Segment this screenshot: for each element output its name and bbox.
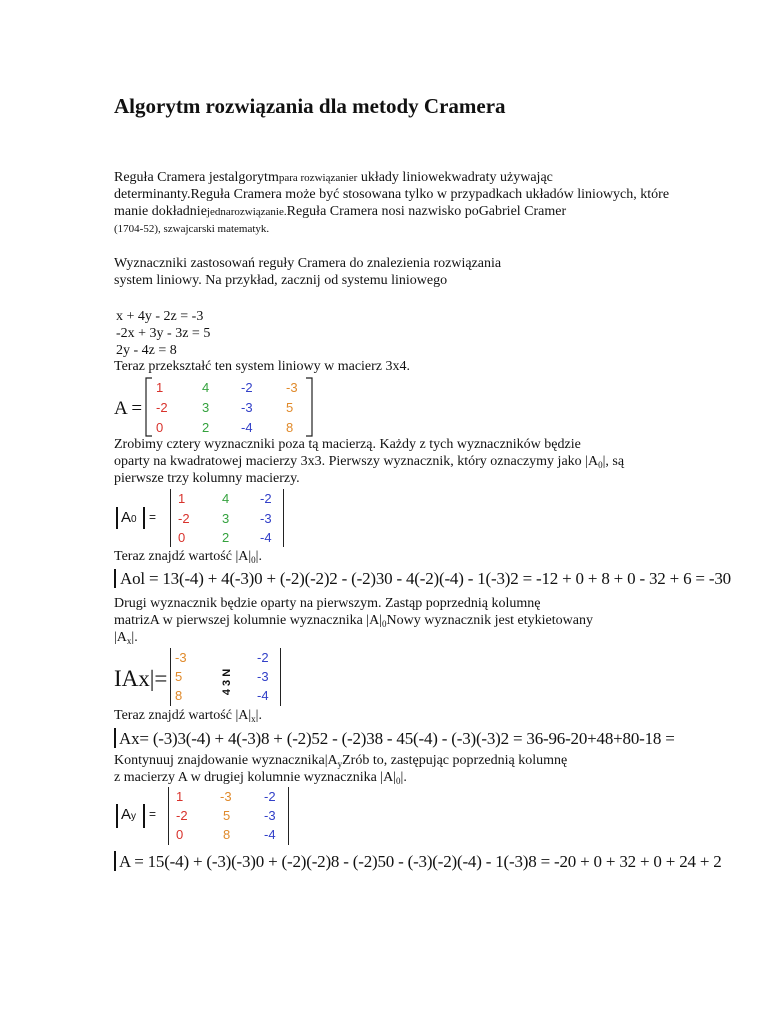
calc-ax-text: Ax= (-3)3(-4) + 4(-3)8 + (-2)52 - (-2)38 - 45(-4) - (-3)(-3)2 = 36-96-20+48+80-18 = xyxy=(119,729,675,748)
para4-text: matrizA w pierwszej kolumnie wyznacznika |A| xyxy=(114,613,383,628)
para4-line-2 xyxy=(114,613,593,632)
det-label: A xyxy=(121,806,132,823)
intro-link-text: para rozwiązanier xyxy=(278,172,358,184)
system-eq-3: 2y - 4z = 8 xyxy=(116,343,181,359)
intro-text: Reguła Cramera jestalgorytm xyxy=(114,170,279,185)
system-eq-1: x + 4y - 2z = -3 xyxy=(116,309,207,325)
matrix-a-cell: 4 xyxy=(202,380,210,395)
matrix-a-cell: -2 xyxy=(241,380,253,395)
det-bar xyxy=(114,851,116,871)
matrix-a-cell: -4 xyxy=(241,420,253,435)
subscript: y xyxy=(131,811,137,822)
det-label: A xyxy=(121,509,132,526)
intro-text: układy liniowekwadraty używając xyxy=(357,170,553,185)
det-ay-cell: -4 xyxy=(264,827,276,842)
det-a0-cell: -2 xyxy=(260,491,272,506)
subscript: 0 xyxy=(131,514,137,525)
det-bar xyxy=(116,804,118,828)
calc-ay xyxy=(114,851,768,872)
determinant-a0 xyxy=(114,489,289,547)
det-a0-cell: 3 xyxy=(222,511,230,526)
det-ay-cell: -3 xyxy=(220,789,232,804)
subscript: 0 xyxy=(598,460,603,470)
det-eq: = xyxy=(149,807,157,821)
det-ax-cell: 5 xyxy=(175,669,183,684)
para5-text: Kontynuuj znajdowanie wyznacznika|A xyxy=(114,753,338,768)
page-title: Algorytm rozwiązania dla metody Cramera xyxy=(114,94,506,118)
det-bar xyxy=(280,648,281,706)
matrix-a xyxy=(144,377,316,437)
matrix-a-cell: -3 xyxy=(241,400,253,415)
det-ay-label xyxy=(121,806,136,823)
subscript: 0 xyxy=(396,776,401,786)
det-a0-cell: -3 xyxy=(260,511,272,526)
subscript: x xyxy=(251,714,256,724)
para4-text: |. xyxy=(131,630,138,645)
intro-line-1 xyxy=(114,170,553,186)
find-a0-text xyxy=(114,549,262,568)
det-bar xyxy=(283,489,284,547)
find-ax-text xyxy=(114,708,262,727)
intro-text: Reguła Cramera nosi nazwisko poGabriel Cramer xyxy=(286,204,567,219)
matrix-a-cell: 8 xyxy=(286,420,294,435)
det-ax-cell: -2 xyxy=(257,650,269,665)
para5-text: Zrób to, zastępując poprzednią kolumnę xyxy=(342,753,568,768)
subscript: x xyxy=(126,636,132,646)
system-eq-2: -2x + 3y - 3z = 5 xyxy=(116,326,214,342)
calc-a0-text: Aol = 13(-4) + 4(-3)0 + (-2)(-2)2 - (-2)30 - 4(-2)(-4) - 1(-3)2 = -12 + 0 + 8 + 0 - 32 + 6 = -30 xyxy=(120,569,731,588)
para2-line-2: system liniowy. Na przykład, zacznij od systemu liniowego xyxy=(114,273,448,288)
det-bar xyxy=(143,804,145,828)
det-bar xyxy=(143,507,145,529)
det-ay-cell: 5 xyxy=(223,808,231,823)
det-a0-cell: 1 xyxy=(178,491,186,506)
det-a0-cell: 2 xyxy=(222,530,230,545)
det-ax-rotated-text: 4 3 N xyxy=(221,668,234,696)
convert-text: Teraz przekształć ten system liniowy w macierz 3x4. xyxy=(114,359,411,374)
intro-line-2: determinanty.Reguła Cramera może być stosowana tylko w przypadkach układów liniowych, które xyxy=(114,187,670,202)
det-ay-cell: -2 xyxy=(264,789,276,804)
calc-ay-text: A = 15(-4) + (-3)(-3)0 + (-2)(-2)8 - (-2)50 - (-3)(-2)(-4) - 1(-3)8 = -20 + 0 + 32 + 0 + 24 + 2 xyxy=(119,852,722,871)
para5-text: |. xyxy=(400,770,407,785)
det-bar xyxy=(114,569,116,588)
intro-line-4: (1704-52), szwajcarski matematyk. xyxy=(114,223,270,235)
find-text: Teraz znajdź wartość |A| xyxy=(114,549,252,564)
para2-line-1: Wyznaczniki zastosowań reguły Cramera do znalezienia rozwiązania xyxy=(114,256,502,271)
intro-line-3 xyxy=(114,204,566,220)
det-a0-cell: -2 xyxy=(178,511,190,526)
det-a0-cell: 0 xyxy=(178,530,186,545)
para3-line-3: pierwsze trzy kolumny macierzy. xyxy=(114,471,300,486)
det-ay-cell: -2 xyxy=(176,808,188,823)
det-ay-cell: 0 xyxy=(176,827,184,842)
det-ax-cell: -3 xyxy=(175,650,187,665)
find-text: |. xyxy=(255,549,262,564)
det-ax-cell: -4 xyxy=(257,688,269,703)
matrix-a-cell: -2 xyxy=(156,400,168,415)
intro-text: manie dokładnie xyxy=(114,204,207,219)
para3-text: oparty na kwadratowej macierzy 3x3. Pierwszy wyznacznik, który oznaczymy jako |A xyxy=(114,454,599,469)
calc-ax xyxy=(114,728,768,749)
det-bar xyxy=(114,728,116,748)
subscript: 0 xyxy=(251,555,256,565)
det-a0-cell: 4 xyxy=(222,491,230,506)
matrix-a-label: A = xyxy=(114,398,143,419)
find-text: |. xyxy=(255,708,262,723)
subscript: 0 xyxy=(382,619,387,629)
matrix-a-cell: 2 xyxy=(202,420,210,435)
det-a0-label xyxy=(121,509,137,526)
calc-a0 xyxy=(114,569,768,589)
det-ax-cell: 8 xyxy=(175,688,183,703)
det-bar xyxy=(170,489,171,547)
matrix-a-cell: 0 xyxy=(156,420,164,435)
det-bar xyxy=(168,787,169,845)
matrix-a-cell: 5 xyxy=(286,400,294,415)
para3-line-1: Zrobimy cztery wyznaczniki poza tą macierzą. Każdy z tych wyznaczników będzie xyxy=(114,437,581,452)
det-bar xyxy=(116,507,118,529)
para4-text: |A xyxy=(114,630,127,645)
det-bar xyxy=(170,648,171,706)
intro-link-text: jednarozwiązanie. xyxy=(206,206,287,218)
det-a0-cell: -4 xyxy=(260,530,272,545)
matrix-a-cell: 1 xyxy=(156,380,164,395)
determinant-ay xyxy=(114,787,292,845)
det-ay-cell: 8 xyxy=(223,827,231,842)
det-bar xyxy=(288,787,289,845)
det-ax-cell: -3 xyxy=(257,669,269,684)
find-text: Teraz znajdź wartość |A| xyxy=(114,708,252,723)
det-ay-cell: -3 xyxy=(264,808,276,823)
det-ax-label: IAx|= xyxy=(114,666,168,691)
matrix-a-cell: 3 xyxy=(202,400,210,415)
determinant-ax xyxy=(114,648,286,706)
para4-line-3 xyxy=(114,630,138,649)
para5-text: z macierzy A w drugiej kolumnie wyznacznika |A| xyxy=(114,770,397,785)
para4-text: Nowy wyznacznik jest etykietowany xyxy=(386,613,593,628)
para4-line-1: Drugi wyznacznik będzie oparty na pierwszym. Zastąp poprzednią kolumnę xyxy=(114,596,541,611)
para3-text: |, są xyxy=(602,454,625,469)
det-ay-cell: 1 xyxy=(176,789,184,804)
matrix-a-cell: -3 xyxy=(286,380,298,395)
det-eq: = xyxy=(149,510,157,524)
subscript: y xyxy=(337,759,343,769)
